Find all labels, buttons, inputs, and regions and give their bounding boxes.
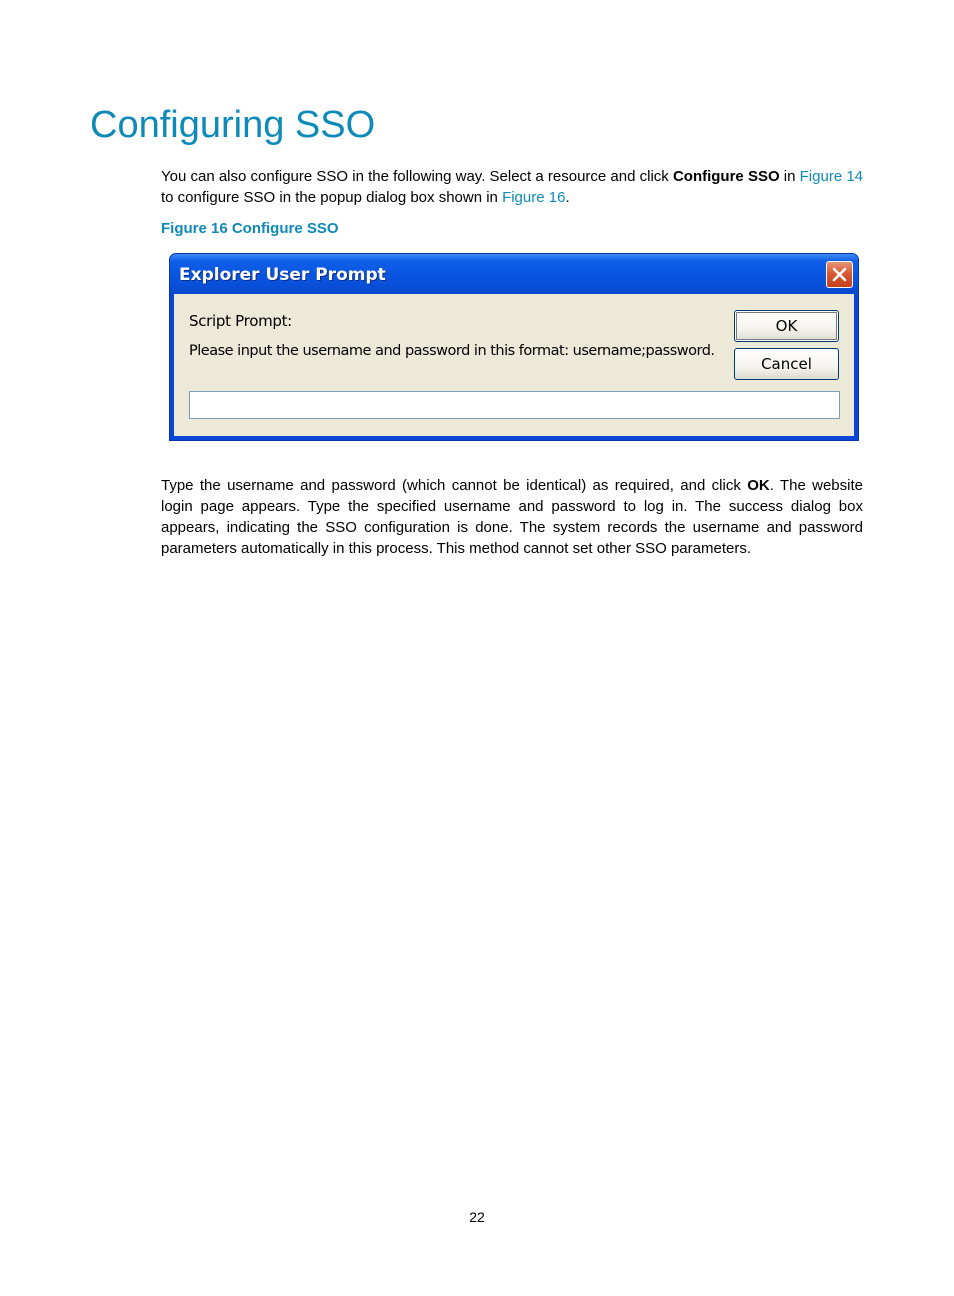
cancel-button[interactable]: Cancel: [734, 348, 839, 380]
explorer-user-prompt-dialog: [169, 253, 859, 441]
dialog-title: Explorer User Prompt: [179, 265, 386, 285]
figure-caption: Figure 16 Configure SSO: [161, 220, 339, 237]
intro-text-1: You can also configure SSO in the following way. Select a resource and click: [161, 168, 673, 185]
instructions-text-2: . The website login page appears. Type the specified username and password to log in. The success dialog box appears, indicating the SSO configuration is done. The system records the username and password parameters automatically in this process. This method cannot set other SSO parameters.: [161, 477, 863, 557]
intro-text-2: in: [779, 168, 800, 185]
instructions-paragraph: [161, 475, 863, 559]
dialog-titlebar[interactable]: [170, 254, 858, 294]
close-icon: [832, 267, 847, 282]
close-button[interactable]: [826, 261, 853, 288]
prompt-message: Please input the username and password in this format: username;password.: [189, 343, 715, 359]
script-prompt-label: Script Prompt:: [189, 312, 292, 330]
figure-16-link[interactable]: Figure 16: [502, 189, 566, 206]
page-title: Configuring SSO: [90, 104, 376, 146]
ok-button[interactable]: OK: [734, 310, 839, 342]
intro-paragraph: [161, 166, 863, 208]
intro-text-4: .: [565, 189, 570, 206]
instructions-text-1: Type the username and password (which cannot be identical) as required, and click: [161, 477, 748, 494]
dialog-body: [174, 294, 854, 436]
intro-text-3: to configure SSO in the popup dialog box shown in: [161, 189, 503, 206]
page-number: 22: [469, 1209, 485, 1225]
figure-14-link[interactable]: Figure 14: [799, 168, 864, 185]
ok-term: OK: [747, 477, 770, 494]
configure-sso-term: Configure SSO: [672, 168, 780, 185]
prompt-input[interactable]: [189, 391, 840, 419]
